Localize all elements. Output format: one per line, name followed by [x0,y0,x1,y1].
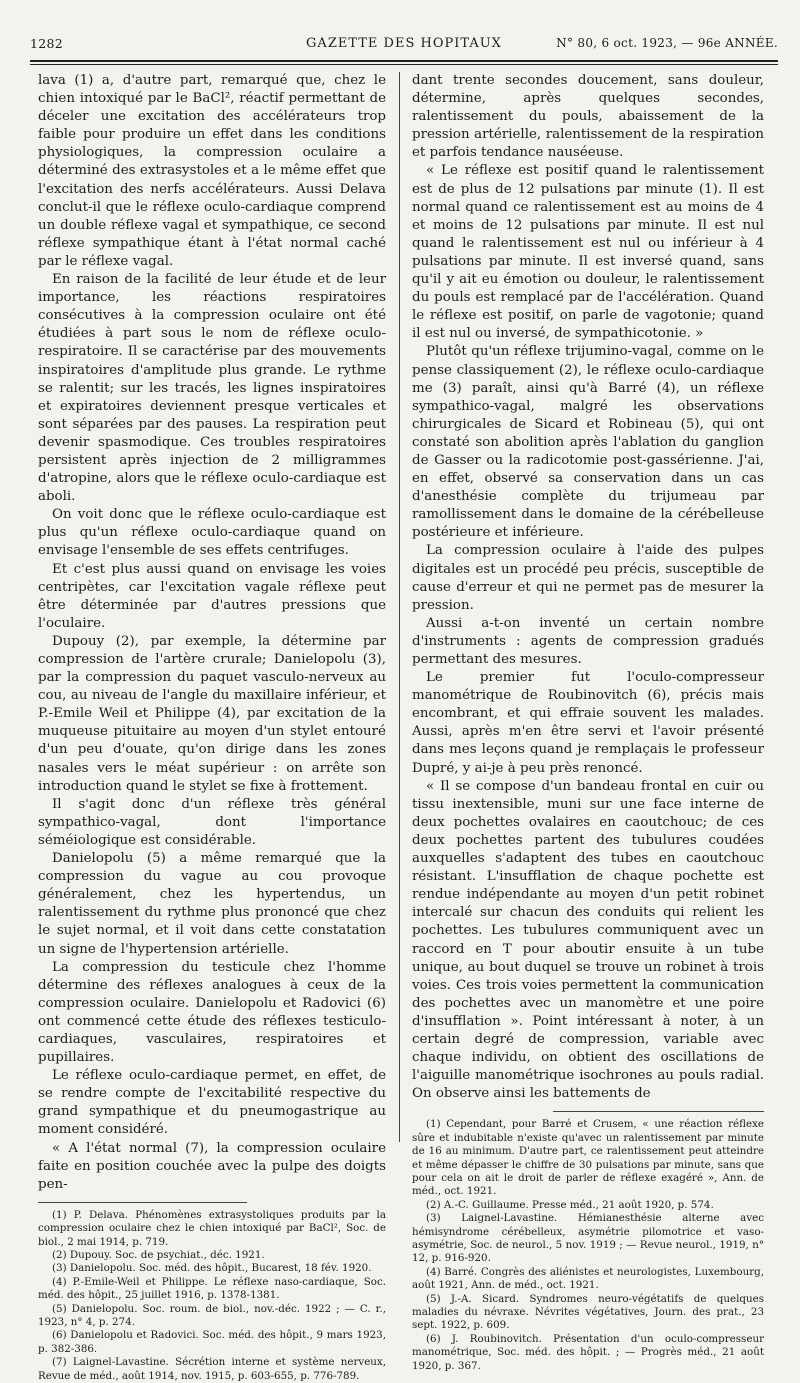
paragraph: Plutôt qu'un réflexe trijumino-vagal, comme on le pense classiquement (2), le réflexe oculo-cardiaque me (3) paraît, ainsi qu'à Barré (4), un réflexe sympathico-vagal, malgré les observations chirurgicales de Sicard et Robineau (5), qui ont constaté son abolition après l'ablation du ganglion de Gasser ou la radicotomie post-gassérienne. J'ai, en effet, observé sa conservation dans un cas d'anesthésie complète du trijumeau par ramollissement dans le domaine de la cérébelleuse postérieure et inférieure. [412,344,764,541]
footnote: (5) Danielopolu. Soc. roum. de biol., nov.-déc. 1922 ; — C. r., 1923, n° 4, p. 274. [38,1302,386,1329]
footnote: (5) J.-A. Sicard. Syndromes neuro-végétatifs de quelques maladies du névraxe. Névrites végétatives, Journ. des prat., 23 sept. 1922, p. 609. [412,1292,764,1332]
right-column [412,72,764,1373]
footnote: (1) Cependant, pour Barré et Crusem, « une réaction réflexe sûre et indubitable n'existe qu'avec un ralentissement par minute de 16 au minimum. D'autre part, ce ralentissement peut atteindre et même dépasser le chiffre de 30 pulsations par minute, sans que pour cela on ait le droit de parler de réflexe exagéré », Ann. de méd., oct. 1921. [412,1118,764,1198]
paragraph: La compression du testicule chez l'homme détermine des réflexes analogues à ceux de la compression oculaire. Danielopolu et Radovici (6) ont commencé cette étude des réflexes testiculo-cardiaques, vasculaires, respiratoires et pupillaires. [38,959,386,1066]
footnotes [38,1209,386,1383]
paragraph: On voit donc que le réflexe oculo-cardiaque est plus qu'un réflexe oculo-cardiaque quand on envisage l'ensemble de ses effets centrifuges. [38,507,386,559]
paragraph: Aussi a-t-on inventé un certain nombre d'instruments : agents de compression gradués permettant des mesures. [412,615,764,667]
paragraph: Il s'agit donc d'un réflexe très général sympathico-vagal, dont l'importance séméiologique est considérable. [38,796,386,848]
footnote: (4) Barré. Congrès des aliénistes et neurologistes, Luxembourg, août 1921, Ann. de méd., oct. 1921. [412,1265,764,1292]
column-separator [399,72,400,1142]
footnote: (4) P.-Emile-Weil et Philippe. Le réflexe naso-cardiaque, Soc. méd. des hôpit., 25 juillet 1916, p. 1378-1381. [38,1275,386,1302]
page-number: 1282 [30,36,64,51]
footnote: (6) J. Roubinovitch. Présentation d'un oculo-compresseur manométrique, Soc. méd. des hôpit. ; — Progrès méd., 21 août 1920, p. 367. [412,1332,764,1372]
footnote: (6) Danielopolu et Radovici. Soc. méd. des hôpit., 9 mars 1923, p. 382-386. [38,1329,386,1355]
header-rule [30,60,778,62]
footnote: (3) Danielopolu. Soc. méd. des hôpit., Bucarest, 18 fév. 1920. [52,1262,372,1275]
paragraph: Danielopolu (5) a même remarqué que la compression du vague au cou provoque généralement, chez les hypertendus, un ralentissement du rythme plus prononcé que chez le sujet normal, et il voit dans cette constatation un signe de l'hypertension artérielle. [38,851,386,957]
paragraph: « Le réflexe est positif quand le ralentissement est de plus de 12 pulsations par minute (1). Il est normal quand ce ralentissement est au moins de 4 et moins de 12 pulsations par minute. Il est nul quand le ralentissement est nul ou inférieur à 4 pulsations par minute. Il est inversé quand, sans qu'il y ait eu émotion ou douleur, le ralentissement du pouls est remplacé par de l'accélération. Quand le réflexe est positif, on parle de vagotonie; quand il est nul ou inversé, de sympathicotonie. » [412,163,764,342]
paragraph: dant trente secondes doucement, sans douleur, détermine, après quelques secondes, ralentissement du pouls, abaissement de la pression artérielle, ralentissement de la respiration et parfois tendance nauséeuse. [412,73,764,161]
footnote: (3) Laignel-Lavastine. Hémianesthésie alterne avec hémisyndrome cérébelleux, asymétrie pilomotrice et vaso-asymétrie, Soc. de neurol., 5 nov. 1919 ; — Revue neurol., 1919, n° 12, p. 916-920. [412,1212,764,1265]
journal-title: GAZETTE DES HOPITAUX [306,36,502,51]
paragraph: Dupouy (2), par exemple, la détermine par compression de l'artère crurale; Danielopolu (3), par la compression du paquet vasculo-nerveux au cou, au niveau de l'angle du maxillaire inférieur, et P.-Emile Weil et Philippe (4), par excitation de la muqueuse pituitaire au moyen d'un stylet entouré d'un peu d'ouate, qu'on dirige dans les zones nasales vers le méat supérieur : on arrête son introduction quand le stylet se fixe à frottement. [38,633,386,794]
paragraph: Et c'est plus aussi quand on envisage les voies centripètes, car l'excitation vagale réflexe peut être déterminée par d'autres pressions que l'oculaire. [38,561,386,631]
paragraph: En raison de la facilité de leur étude et de leur importance, les réactions respiratoires consécutives à la compression oculaire ont été étudiées à part sous le nom de réflexe oculo-respiratoire. Il se caractérise par des mouvements inspiratoires d'amplitude plus grande. Le rythme se ralentit; sur les tracés, les lignes inspiratoires et expiratoires deviennent presque verticales et sont séparées par des pauses. La respiration peut devenir spasmodique. Ces troubles respiratoires persistent après injection de 2 milligrammes d'atropine, alors que le réflexe oculo-cardiaque est aboli. [38,272,386,505]
footnote: (2) Dupouy. Soc. de psychiat., déc. 1921. [52,1249,265,1262]
paragraph: « A l'état normal (7), la compression oculaire faite en position couchée avec la pulpe des doigts pen- [38,1140,386,1192]
footnote: (7) Laignel-Lavastine. Sécrétion interne et système nerveux, Revue de méd., août 1914, nov. 1915, p. 603-655, p. 776-789. [38,1356,386,1382]
issue-info: N° 80, 6 oct. 1923, — 96e ANNÉE. [556,36,778,50]
paragraph: La compression oculaire à l'aide des pulpes digitales est un procédé peu précis, susceptible de cause d'erreur et qui ne permet pas de mesurer la pression. [412,543,764,613]
paragraph: Le premier fut l'oculo-compresseur manométrique de Roubinovitch (6), précis mais encombrant, et qui effraie souvent les malades. Aussi, après m'en être servi et l'avoir présenté dans mes leçons quand je remplaçais le professeur Dupré, y ai-je à peu près renoncé. [412,670,764,776]
header-rule-thin [30,64,778,65]
footnote-rule [553,1111,764,1112]
paragraph: lava (1) a, d'autre part, remarqué que, chez le chien intoxiqué par le BaCl², réactif permettant de déceler une excitation des accélérateurs trop faible pour produire un effet dans les conditions physiologiques, la compression oculaire a déterminé des extrasystoles et a le même effet que l'excitation des nerfs accélérateurs. Aussi Delava conclut-il que le réflexe oculo-cardiaque comprend un double réflexe vagal et sympathique, ce second réflexe sympathique étant à l'état normal caché par le réflexe vagal. [38,73,386,269]
footnote-rule [38,1202,247,1203]
footnotes [412,1118,764,1373]
paragraph: Le réflexe oculo-cardiaque permet, en effet, de se rendre compte de l'excitabilité respective du grand sympathique et du pneumogastrique au moment considéré. [38,1068,386,1138]
footnote: (2) A.-C. Guillaume. Presse méd., 21 août 1920, p. 574. [426,1198,714,1211]
footnote: (1) P. Delava. Phénomènes extrasystoliques produits par la compression oculaire chez le chien intoxiqué par BaCl², Soc. de biol., 2 mai 1914, p. 719. [38,1208,386,1248]
paragraph: « Il se compose d'un bandeau frontal en cuir ou tissu inextensible, muni sur une face interne de deux pochettes ovalaires en caoutchouc; de ces deux pochettes partent des tubulures coudées auxquelles s'adaptent des tubes en caoutchouc résistant. L'insufflation de chaque pochette est rendue indépendante au moyen d'un petit robinet intercalé sur chacun des conduits qui relient les pochettes. Les tubulures communiquent avec un raccord en T pour aboutir ensuite à un tube unique, au bout duquel se trouve un robinet à trois voies. Ces trois voies permettent la communication des pochettes avec un manomètre et une poire d'insufflation ». Point intéressant à noter, à un certain degré de compression, variable avec chaque individu, on obtient des oscillations de l'aiguille manométrique isochrones au pouls radial. On observe ainsi les battements de [412,778,764,1102]
left-column [38,72,386,1383]
